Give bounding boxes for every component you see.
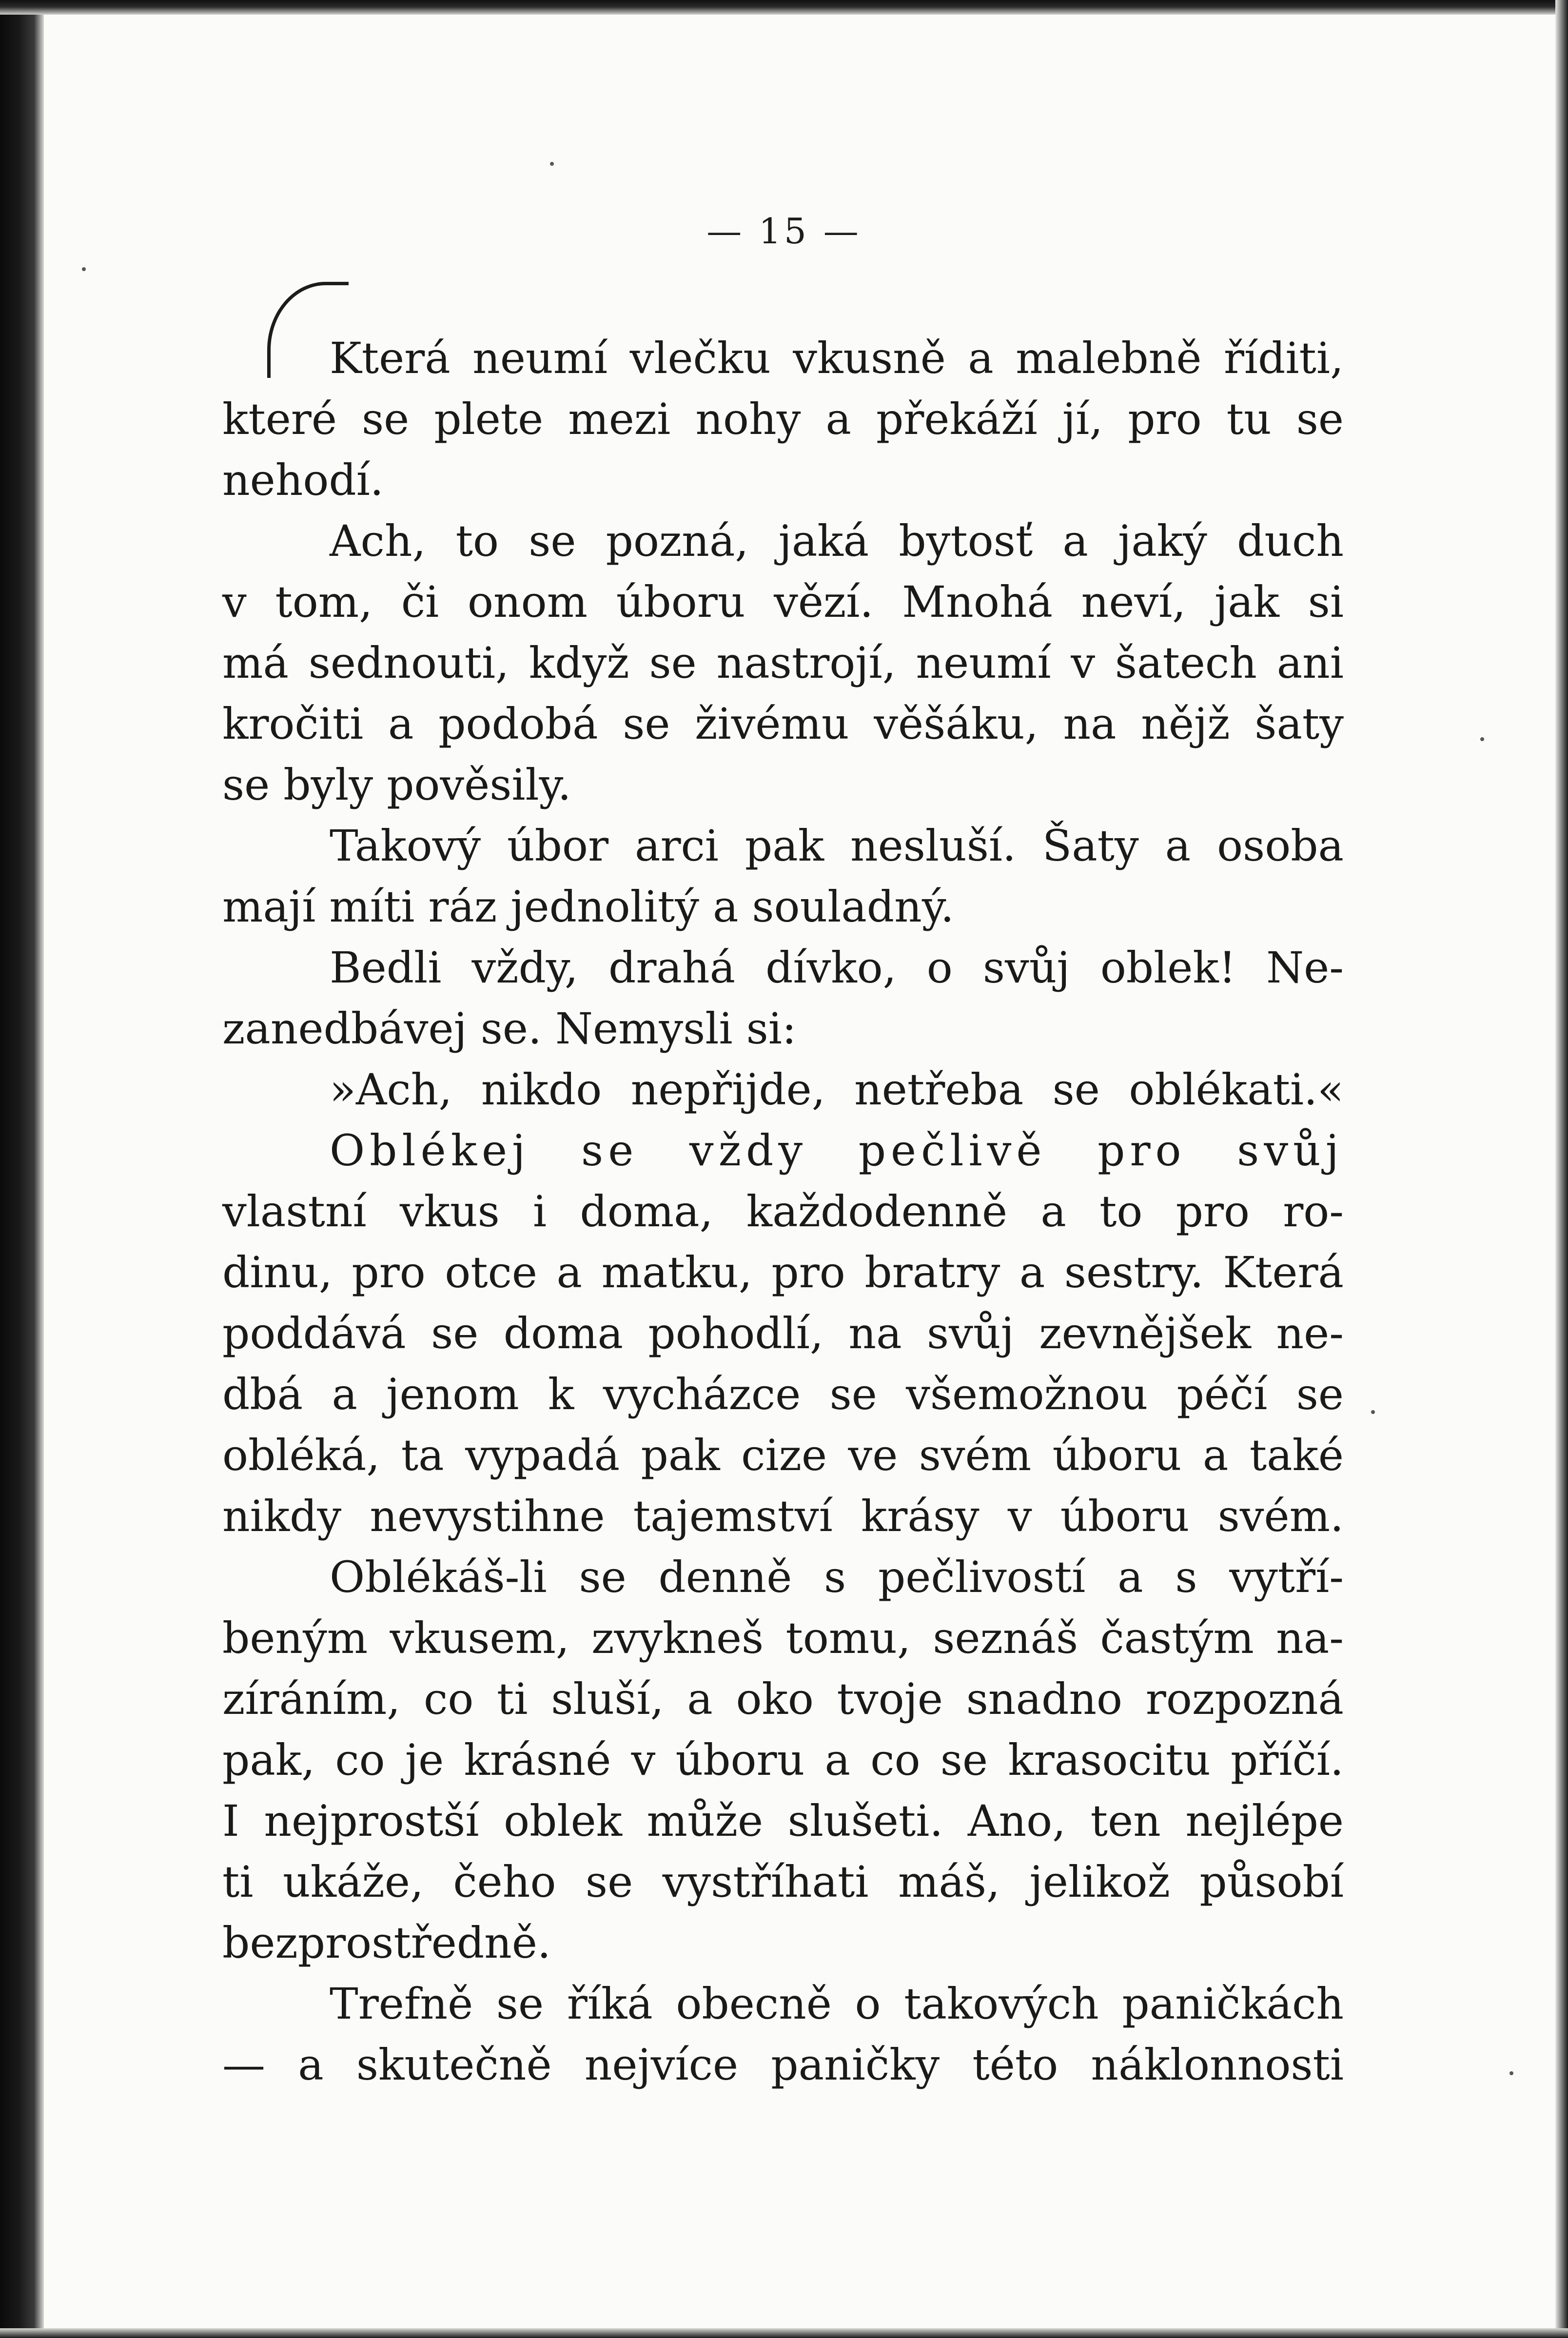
text-line: dinu, pro otce a matku, pro bratry a sestry. Která bbox=[222, 1247, 1344, 1297]
text-line: bezprostředně. bbox=[222, 1918, 551, 1968]
text-line: mají míti ráz jednolitý a souladný. bbox=[222, 882, 954, 932]
text-line: Ach, to se pozná, jaká bytosť a jaký duch bbox=[330, 516, 1344, 566]
text-line: kročiti a podobá se živému věšáku, na nějž šaty bbox=[222, 699, 1344, 749]
body-text bbox=[222, 328, 1344, 2095]
text-line: »Ach, nikdo nepřijde, netřeba se oblékati.« bbox=[330, 1064, 1344, 1115]
binding-shadow bbox=[0, 0, 44, 2338]
print-speck bbox=[82, 267, 86, 271]
text-line: Takový úbor arci pak nesluší. Šaty a osoba bbox=[330, 821, 1344, 871]
text-line: zanedbávej se. Nemysli si: bbox=[222, 1003, 797, 1054]
text-line: v tom, či onom úboru vězí. Mnohá neví, jak si bbox=[222, 577, 1344, 627]
text-line: zíráním, co ti sluší, a oko tvoje snadno rozpozná bbox=[222, 1674, 1344, 1724]
text-line: beným vkusem, zvykneš tomu, seznáš častým na- bbox=[222, 1613, 1344, 1663]
text-line: nehodí. bbox=[222, 455, 384, 505]
text-line: vlastní vkus i doma, každodenně a to pro ro- bbox=[222, 1186, 1344, 1237]
print-speck bbox=[550, 162, 554, 166]
right-page-edge bbox=[1555, 0, 1568, 2338]
text-line: Trefně se říká obecně o takových paničkách bbox=[330, 1979, 1344, 2029]
page-number: — 15 — bbox=[706, 211, 862, 252]
print-speck bbox=[1480, 737, 1484, 741]
text-line: pak, co je krásné v úboru a co se krasocitu příčí. bbox=[222, 1735, 1344, 1785]
text-line: — a skutečně nejvíce paničky této náklonnosti bbox=[222, 2040, 1344, 2090]
text-line: obléká, ta vypadá pak cize ve svém úboru a také bbox=[222, 1430, 1344, 1480]
text-line: Oblékáš-li se denně s pečlivostí a s vytří- bbox=[330, 1552, 1344, 1602]
text-line: které se plete mezi nohy a překáží jí, pro tu se bbox=[222, 394, 1344, 444]
bottom-page-edge bbox=[0, 2328, 1568, 2338]
text-line: nikdy nevystihne tajemství krásy v úboru svém. bbox=[222, 1491, 1344, 1541]
text-line: má sednouti, když se nastrojí, neumí v šatech ani bbox=[222, 638, 1344, 688]
text-line: poddává se doma pohodlí, na svůj zevnějšek ne- bbox=[222, 1308, 1344, 1358]
text-line: Bedli vždy, drahá dívko, o svůj oblek! Ne- bbox=[330, 943, 1344, 993]
print-speck bbox=[1371, 1410, 1375, 1414]
text-line: Která neumí vlečku vkusně a malebně říditi, bbox=[330, 333, 1344, 383]
text-line: Oblékej se vždy pečlivě pro svůj bbox=[330, 1125, 1344, 1176]
text-line: dbá a jenom k vycházce se všemožnou péčí se bbox=[222, 1369, 1344, 1419]
text-line: ti ukáže, čeho se vystříhati máš, jelikož působí bbox=[222, 1857, 1344, 1907]
text-line: se byly pověsily. bbox=[222, 760, 571, 810]
top-page-edge bbox=[0, 0, 1568, 15]
print-speck bbox=[1509, 2071, 1513, 2075]
text-line: I nejprostší oblek může slušeti. Ano, ten nejlépe bbox=[222, 1796, 1344, 1846]
